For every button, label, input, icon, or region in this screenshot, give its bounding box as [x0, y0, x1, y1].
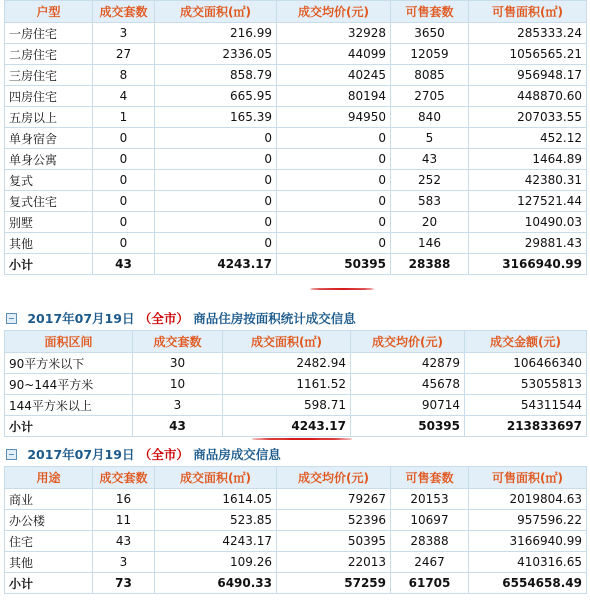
table-cell: 858.79 — [155, 65, 277, 86]
table-cell: 8 — [93, 65, 155, 86]
table-cell: 0 — [277, 149, 391, 170]
table-cell: 0 — [155, 128, 277, 149]
table-cell: 54311544 — [465, 395, 587, 416]
table-header-row — [5, 1, 587, 23]
column-header: 成交面积(㎡) — [155, 467, 277, 489]
table-cell: 523.85 — [155, 510, 277, 531]
table-cell: 其他 — [5, 552, 93, 573]
table-cell: 43 — [391, 149, 469, 170]
table-row — [5, 233, 587, 254]
collapse-icon[interactable] — [6, 313, 17, 324]
table-cell: 1464.89 — [469, 149, 587, 170]
table-cell: 452.12 — [469, 128, 587, 149]
table-cell: 0 — [93, 149, 155, 170]
table-cell: 办公楼 — [5, 510, 93, 531]
table-cell: 二房住宅 — [5, 44, 93, 65]
table-cell: 10697 — [391, 510, 469, 531]
table-cell: 73 — [93, 573, 155, 594]
table-cell: 0 — [155, 233, 277, 254]
table-row — [5, 531, 587, 552]
table-cell: 144平方米以上 — [5, 395, 133, 416]
table-row — [5, 65, 587, 86]
section-date: 2017年07月19日 — [27, 311, 135, 326]
column-header: 成交套数 — [133, 331, 223, 353]
table-cell: 80194 — [277, 86, 391, 107]
table-cell: 32928 — [277, 23, 391, 44]
table-cell: 53055813 — [465, 374, 587, 395]
table-cell: 0 — [93, 170, 155, 191]
table-cell: 1 — [93, 107, 155, 128]
table-cell: 1614.05 — [155, 489, 277, 510]
table-cell: 2705 — [391, 86, 469, 107]
table-row — [5, 149, 587, 170]
table-cell: 207033.55 — [469, 107, 587, 128]
table-cell: 8085 — [391, 65, 469, 86]
table-cell: 127521.44 — [469, 191, 587, 212]
column-header: 户型 — [5, 1, 93, 23]
table-cell: 0 — [277, 191, 391, 212]
table-row — [5, 191, 587, 212]
table-cell: 285333.24 — [469, 23, 587, 44]
column-header: 成交套数 — [93, 467, 155, 489]
table-cell: 252 — [391, 170, 469, 191]
table-cell: 3166940.99 — [469, 254, 587, 275]
table-header-row — [5, 467, 587, 489]
section-city-link[interactable]: （全市） — [138, 311, 189, 326]
table-cell: 3166940.99 — [469, 531, 587, 552]
section-title: 商品房成交信息 — [193, 447, 281, 462]
table-row — [5, 489, 587, 510]
table-cell: 20 — [391, 212, 469, 233]
column-header: 可售面积(㎡) — [469, 1, 587, 23]
room-type-table — [4, 0, 587, 275]
table-cell: 2482.94 — [223, 353, 351, 374]
table-cell: 0 — [93, 191, 155, 212]
table-cell: 2336.05 — [155, 44, 277, 65]
table-row — [5, 128, 587, 149]
table-cell: 11 — [93, 510, 155, 531]
table-cell: 三房住宅 — [5, 65, 93, 86]
table-cell: 0 — [277, 233, 391, 254]
table-cell: 4 — [93, 86, 155, 107]
table-cell: 50395 — [277, 531, 391, 552]
column-header: 可售套数 — [391, 1, 469, 23]
table-row — [5, 374, 587, 395]
table-cell: 0 — [155, 191, 277, 212]
table-cell: 20153 — [391, 489, 469, 510]
column-header: 面积区间 — [5, 331, 133, 353]
table-cell: 复式住宅 — [5, 191, 93, 212]
table-cell: 213833697 — [465, 416, 587, 437]
table-cell: 0 — [93, 233, 155, 254]
column-header: 成交面积(㎡) — [155, 1, 277, 23]
table-cell: 50395 — [277, 254, 391, 275]
column-header: 成交套数 — [93, 1, 155, 23]
table-cell: 50395 — [351, 416, 465, 437]
table-cell: 小计 — [5, 416, 133, 437]
table-cell: 109.26 — [155, 552, 277, 573]
table-cell: 956948.17 — [469, 65, 587, 86]
section-title-area-stats — [6, 309, 356, 327]
table-row — [5, 170, 587, 191]
column-header: 成交均价(元) — [277, 467, 391, 489]
table-total-row — [5, 573, 587, 594]
table-cell: 3 — [133, 395, 223, 416]
table-row — [5, 107, 587, 128]
table-cell: 57259 — [277, 573, 391, 594]
table-cell: 410316.65 — [469, 552, 587, 573]
table-cell: 四房住宅 — [5, 86, 93, 107]
table-row — [5, 86, 587, 107]
table-row — [5, 23, 587, 44]
table-row — [5, 510, 587, 531]
table-cell: 28388 — [391, 254, 469, 275]
table-cell: 别墅 — [5, 212, 93, 233]
table-cell: 216.99 — [155, 23, 277, 44]
table-cell: 复式 — [5, 170, 93, 191]
column-header: 成交金额(元) — [465, 331, 587, 353]
red-underline-annotation — [310, 288, 374, 290]
table-cell: 43 — [93, 531, 155, 552]
table-cell: 27 — [93, 44, 155, 65]
table-cell: 0 — [155, 149, 277, 170]
table-cell: 43 — [133, 416, 223, 437]
column-header: 可售套数 — [391, 467, 469, 489]
table-cell: 957596.22 — [469, 510, 587, 531]
section-title: 商品住房按面积统计成交信息 — [193, 311, 356, 326]
table-cell: 1056565.21 — [469, 44, 587, 65]
section-city-link[interactable]: （全市） — [138, 447, 189, 462]
table-row — [5, 552, 587, 573]
table-cell: 1161.52 — [223, 374, 351, 395]
table-cell: 448870.60 — [469, 86, 587, 107]
table-cell: 其他 — [5, 233, 93, 254]
table-cell: 0 — [277, 212, 391, 233]
area-range-table — [4, 330, 587, 437]
table-row — [5, 395, 587, 416]
table-cell: 16 — [93, 489, 155, 510]
table-total-row — [5, 254, 587, 275]
table-cell: 单身公寓 — [5, 149, 93, 170]
table-cell: 79267 — [277, 489, 391, 510]
table-cell: 40245 — [277, 65, 391, 86]
table-cell: 146 — [391, 233, 469, 254]
table-cell: 0 — [93, 212, 155, 233]
table-cell: 单身宿舍 — [5, 128, 93, 149]
table-cell: 583 — [391, 191, 469, 212]
table-cell: 165.39 — [155, 107, 277, 128]
table-row — [5, 353, 587, 374]
table-cell: 61705 — [391, 573, 469, 594]
table-cell: 5 — [391, 128, 469, 149]
table-row — [5, 44, 587, 65]
table-cell: 598.71 — [223, 395, 351, 416]
table-cell: 52396 — [277, 510, 391, 531]
table-cell: 0 — [93, 128, 155, 149]
table-cell: 一房住宅 — [5, 23, 93, 44]
table-cell: 22013 — [277, 552, 391, 573]
table-cell: 106466340 — [465, 353, 587, 374]
table-cell: 6554658.49 — [469, 573, 587, 594]
red-underline-annotation — [252, 438, 352, 440]
table-cell: 商业 — [5, 489, 93, 510]
table-header-row — [5, 331, 587, 353]
table-cell: 42380.31 — [469, 170, 587, 191]
section-date: 2017年07月19日 — [27, 447, 135, 462]
collapse-icon[interactable] — [6, 449, 17, 460]
table-cell: 90平方米以下 — [5, 353, 133, 374]
table-cell: 45678 — [351, 374, 465, 395]
table-cell: 0 — [155, 170, 277, 191]
table-cell: 43 — [93, 254, 155, 275]
table-cell: 28388 — [391, 531, 469, 552]
table-cell: 840 — [391, 107, 469, 128]
table-cell: 0 — [277, 170, 391, 191]
table-cell: 3 — [93, 23, 155, 44]
column-header: 成交均价(元) — [277, 1, 391, 23]
table-cell: 2467 — [391, 552, 469, 573]
table-cell: 29881.43 — [469, 233, 587, 254]
table-cell: 90714 — [351, 395, 465, 416]
table-cell: 0 — [277, 128, 391, 149]
column-header: 用途 — [5, 467, 93, 489]
table-cell: 0 — [155, 212, 277, 233]
table-cell: 12059 — [391, 44, 469, 65]
table-cell: 10490.03 — [469, 212, 587, 233]
column-header: 成交均价(元) — [351, 331, 465, 353]
table-cell: 10 — [133, 374, 223, 395]
table-cell: 2019804.63 — [469, 489, 587, 510]
section-title-commercial — [6, 445, 281, 463]
table-cell: 665.95 — [155, 86, 277, 107]
table-cell: 五房以上 — [5, 107, 93, 128]
table-row — [5, 212, 587, 233]
table-cell: 4243.17 — [155, 531, 277, 552]
table-cell: 30 — [133, 353, 223, 374]
column-header: 可售面积(㎡) — [469, 467, 587, 489]
table-cell: 4243.17 — [155, 254, 277, 275]
table-cell: 90~144平方米 — [5, 374, 133, 395]
table-cell: 小计 — [5, 254, 93, 275]
table-cell: 44099 — [277, 44, 391, 65]
table-cell: 6490.33 — [155, 573, 277, 594]
table-cell: 小计 — [5, 573, 93, 594]
table-cell: 42879 — [351, 353, 465, 374]
table-cell: 3 — [93, 552, 155, 573]
table-cell: 住宅 — [5, 531, 93, 552]
table-cell: 94950 — [277, 107, 391, 128]
table-total-row — [5, 416, 587, 437]
usage-table — [4, 466, 587, 594]
column-header: 成交面积(㎡) — [223, 331, 351, 353]
table-cell: 3650 — [391, 23, 469, 44]
table-cell: 4243.17 — [223, 416, 351, 437]
